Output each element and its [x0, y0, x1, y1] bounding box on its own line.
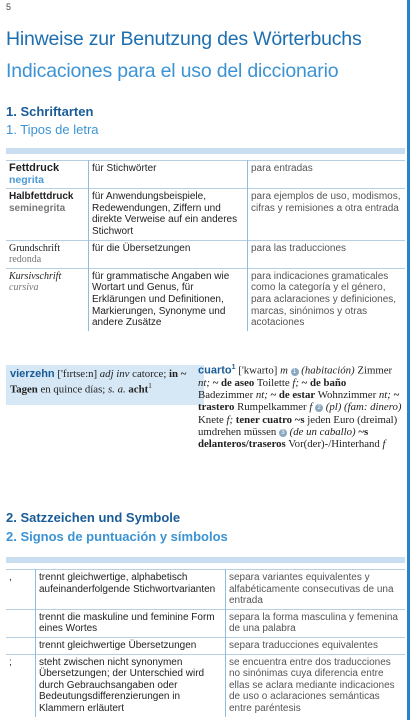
gender: nt;: [198, 376, 210, 389]
pronunciation: ['fɪrtse:n]: [57, 368, 98, 380]
phrase: ~ trastero: [198, 389, 400, 414]
gender: f;: [292, 376, 299, 389]
table-row: [6, 268, 405, 330]
font-name-es: redonda: [9, 254, 42, 266]
font-name-de: Fettdruck: [9, 162, 60, 174]
symbol: [6, 609, 36, 637]
sense-number-icon: 2: [315, 404, 323, 412]
phrase: ~ de baño: [301, 376, 347, 389]
translation: jeden Euro (dreimal) umdrehen müssen: [198, 413, 398, 439]
table-row: [6, 189, 405, 240]
symbol-desc-es: separa traducciones equivalentes: [226, 637, 406, 654]
phrase: ~ de aseo: [212, 376, 255, 389]
superscript: 1: [231, 364, 236, 371]
table-row: [6, 654, 405, 716]
reference-label: s. a.: [107, 383, 126, 396]
fonts-table: [6, 160, 405, 331]
font-use-es: para ejemplos de uso, modismos, cifras y remisiones a otra entrada: [248, 189, 406, 240]
table-top-bar: [6, 148, 405, 154]
font-use-de: für Stichwörter: [89, 161, 248, 189]
translation: en quince días;: [40, 383, 106, 396]
phrase: tener cuatro ~s: [235, 413, 305, 426]
symbols-table: [6, 569, 405, 717]
table-row: [6, 637, 405, 654]
font-use-de: für grammatische Angaben wie Wortart und Genus, für Erklärungen und Definitionen, Markierungen, Synonyme und andere Zusätze: [89, 268, 248, 330]
example-entry-cuarto: [198, 362, 404, 451]
translation: Toilette: [256, 376, 290, 389]
table-row: [6, 240, 405, 268]
page-number: 5: [6, 2, 12, 12]
gender: f: [309, 401, 313, 414]
symbol: ,: [6, 570, 36, 610]
translation: Knete: [198, 413, 224, 426]
headword: vierzehn: [10, 368, 55, 380]
font-name-de: Grundschrift: [9, 242, 61, 254]
translation: Rumpelkammer: [237, 401, 307, 414]
phrase: ~ de estar: [270, 389, 316, 402]
page-title-de: Hinweise zur Benutzung des Wörterbuchs: [6, 28, 362, 50]
table-row: [6, 161, 405, 189]
section-1-heading-de: 1. Schriftarten: [6, 104, 94, 119]
table-row: [6, 570, 405, 610]
symbol-desc-es: se encuentra entre dos traducciones no sinónimas cuya diferencia entre ellas se aclara mediante indicaciones de uso o aclaraciones semánticas entre paréntesis: [226, 654, 406, 716]
font-use-es: para las traducciones: [248, 240, 406, 268]
sense-label: (habitación): [301, 364, 355, 377]
section-2-heading-de: 2. Satzzeichen und Symbole: [6, 510, 181, 525]
symbol-desc-es: separa variantes equivalentes y alfabéticamente consecutivas de una entrada: [226, 570, 406, 610]
section-2-heading-es: 2. Signos de puntuación y símbolos: [6, 529, 228, 544]
translation: Vor(der)-/Hinterhand: [288, 438, 380, 451]
sense-label: (de un caballo): [289, 426, 356, 439]
gender: nt;: [255, 389, 268, 402]
font-name-de: Halbfettdruck: [9, 191, 74, 203]
font-name-es: cursiva: [9, 282, 39, 294]
font-use-de: für die Übersetzungen: [89, 240, 248, 268]
phrase: ~s delanteros/traseros: [198, 426, 369, 451]
sense-number-icon: 1: [291, 368, 299, 376]
section-1-heading-es: 1. Tipos de letra: [6, 122, 99, 137]
headword: cuarto: [198, 364, 232, 377]
reference-word: acht: [128, 383, 149, 396]
grammar-label: m: [280, 364, 288, 377]
margin-rule: [407, 0, 410, 720]
font-name-es: negrita: [9, 173, 45, 186]
sense-number-icon: 3: [279, 429, 287, 437]
font-use-es: para entradas: [248, 161, 406, 189]
translation: Zimmer: [357, 364, 393, 377]
phrase: in ~ Tagen: [10, 368, 187, 396]
grammar-label: adj inv: [99, 368, 130, 380]
gender: f;: [226, 413, 234, 426]
table-row: [6, 609, 405, 637]
font-use-de: für Anwendungsbeispiele, Redewendungen, Ziffern und direkte Verweise auf ein anderes Stichwort: [89, 189, 248, 240]
font-name-es: seminegrita: [9, 202, 66, 214]
sense-label: (pl) (fam: dinero): [325, 401, 402, 414]
pronunciation: ['kwarto]: [238, 364, 278, 377]
symbol-desc-es: separa la forma masculina y femenina de una palabra: [226, 609, 406, 637]
gender: f: [382, 438, 386, 451]
superscript: 1: [148, 382, 152, 391]
symbol-desc-de: trennt gleichwertige Übersetzungen: [36, 637, 226, 654]
symbol: ;: [6, 654, 36, 716]
symbol-desc-de: steht zwischen nicht synonymen Übersetzungen; der Unterschied wird durch Gebrauchsangaben oder Bedeutungsdifferenzierungen in Klammern erläutert: [36, 654, 226, 716]
gender: nt;: [378, 389, 391, 402]
example-entry-vierzehn: [6, 365, 204, 405]
symbol: [6, 637, 36, 654]
symbol-desc-de: trennt die maskuline und feminine Form eines Wortes: [36, 609, 226, 637]
font-name-de: Kursivschrift: [9, 270, 62, 282]
translation: Badezimmer: [198, 389, 254, 402]
table-top-bar: [6, 557, 405, 563]
translation: catorce;: [132, 368, 167, 380]
page-title-es: Indicaciones para el uso del diccionario: [6, 60, 339, 82]
translation: Wohnzimmer: [317, 389, 377, 402]
font-use-es: para indicaciones gramaticales como la categoría y el género, para aclaraciones y definiciones, marcas, sinónimos y otras acotaciones: [248, 268, 406, 330]
symbol-desc-de: trennt gleichwertige, alphabetisch aufeinanderfolgende Stichwortvarianten: [36, 570, 226, 610]
